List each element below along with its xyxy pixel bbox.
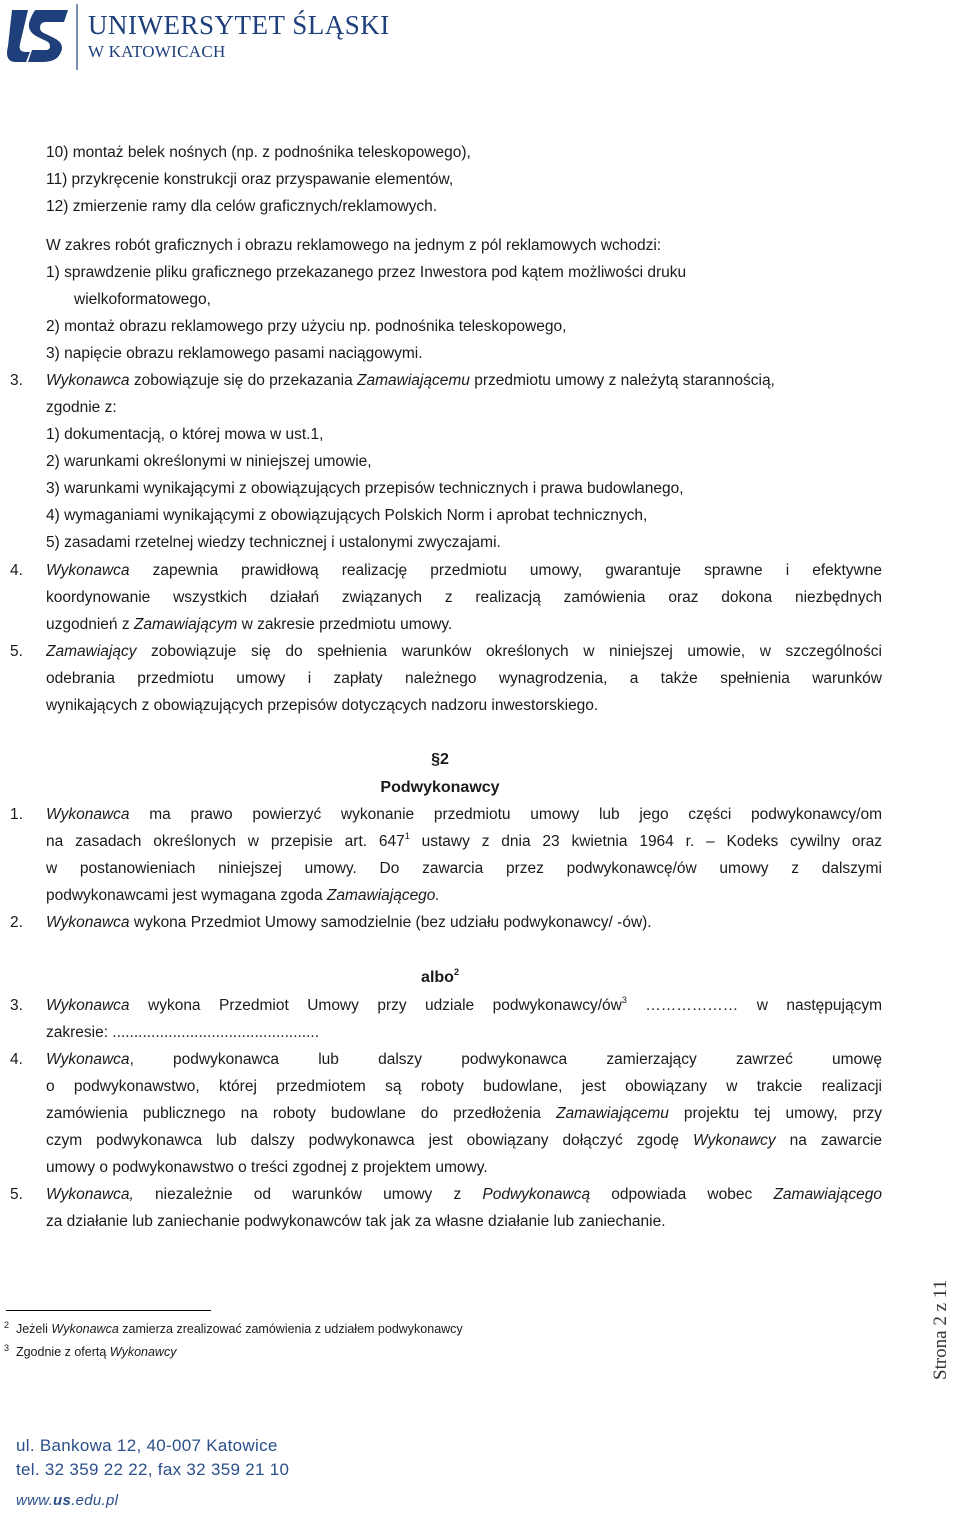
list-item: 3) napięcie obrazu reklamowego pasami naciągowymi. [46,345,423,362]
university-city: W KATOWICACH [88,42,226,61]
footer-address: ul. Bankowa 12, 40-007 Katowice [16,1436,278,1455]
us-logo-mark-icon [6,6,70,64]
superscript: 1 [404,831,410,841]
paragraph [46,557,882,584]
superscript: 2 [453,967,459,977]
paragraph [46,801,882,828]
paragraph-number: 2. [10,914,23,931]
paragraph: wynikających z obowiązujących przepisów dotyczących nadzoru inwestorskiego. [46,697,599,714]
albo-heading [0,964,880,991]
paragraph [46,1127,882,1154]
text: na zawarcie [775,1132,882,1149]
list-item: 3) warunkami wynikającymi z obowiązujących przepisów technicznych i prawa budowlanego, [46,480,684,497]
text: niezależnie od warunków umowy z [133,1186,483,1203]
paragraph [46,1100,882,1127]
list-item: 1) sprawdzenie pliku graficznego przekazanego przez Inwestora pod kątem możliwości druku [46,264,687,281]
text: zobowiązuje się do przekazania [129,372,358,389]
text: albo [421,969,454,986]
term: Zamawiający [46,643,137,660]
paragraph [46,992,882,1019]
section-number: §2 [431,751,449,768]
list-item: 4) wymaganiami wynikającymi z obowiązujących Polskich Norm i aprobat technicznych, [46,507,648,524]
footer-phone: tel. 32 359 22 22, fax 32 359 21 10 [16,1460,290,1479]
paragraph [46,1046,882,1073]
paragraph-number: 5. [10,1186,23,1203]
footnote-mark: 3 [4,1343,10,1353]
section-title: Podwykonawcy [380,779,500,796]
text: w zakresie przedmiotu umowy. [237,616,453,633]
text: zapewnia prawidłową realizację przedmiotu umowy, gwarantuje sprawne i efektywne [129,562,882,579]
term: Wykonawcy [692,1132,776,1149]
paragraph: umowy o podwykonawstwo o treści zgodnej z projektem umowy. [46,1159,488,1176]
text: , podwykonawca lub dalszy podwykonawca zamierzający zawrzeć umowę [129,1051,882,1068]
list-item: 11) przykręcenie konstrukcji oraz przyspawanie elementów, [46,171,454,188]
text: us [53,1492,72,1509]
page-number: Strona 2 z 11 [930,1279,951,1380]
term: Wykonawcy [109,1345,177,1359]
paragraph: w postanowieniach niniejszej umowy. Do zawarcia przez podwykonawcę/ów umowy z dalszymi [46,860,882,877]
term: Zamawiającym [133,616,238,633]
paragraph-number: 1. [10,806,23,823]
text: przedmiotu umowy z należytą starannością, [469,372,775,389]
footnote [4,1343,176,1361]
text: www. [16,1492,54,1509]
text: odpowiada wobec [590,1186,774,1203]
paragraph-number: 4. [10,562,23,579]
text: wykona Przedmiot Umowy przy udziale podwykonawcy/ów [129,997,622,1014]
paragraph: odebrania przedmiotu umowy i zapłaty należnego wynagrodzenia, a także spełnienia warunków [46,670,882,687]
footnote-mark: 2 [4,1320,10,1330]
term: Wykonawca [46,806,130,823]
paragraph: zgodnie z: [46,399,117,416]
term: Podwykonawcą [482,1186,591,1203]
term: Zamawiającemu [556,1105,669,1122]
term: Wykonawca, [46,1186,134,1203]
term: Wykonawca [46,1051,130,1068]
text: projektu tej umowy, przy [668,1105,882,1122]
term: Wykonawca [46,562,130,579]
list-item: 2) montaż obrazu reklamowego przy użyciu np. podnośnika teleskopowego, [46,318,567,335]
footnote [4,1320,463,1338]
paragraph [46,611,452,638]
term: Zamawiającego. [326,887,440,904]
paragraph [46,828,882,855]
text: zamierza zrealizować zamówienia z udziałem podwykonawcy [118,1322,463,1336]
text: wykona Przedmiot Umowy samodzielnie (bez udziału podwykonawcy/ -ów). [129,914,652,931]
paragraph: o podwykonawstwo, której przedmiotem są roboty budowlane, jest obowiązany w trakcie realizacji [46,1078,882,1095]
superscript: 3 [621,995,627,1005]
list-item: 1) dokumentacją, o której mowa w ust.1, [46,426,324,443]
paragraph: zakresie: ................................................ [46,1024,320,1041]
text: podwykonawcami jest wymagana zgoda [46,887,327,904]
text: ustawy z dnia 23 kwietnia 1964 r. – Kodeks cywilny oraz [409,833,882,850]
paragraph: koordynowanie wszystkich działań związanych z realizacją zamówienia oraz dokona niezbędnych [46,589,882,606]
footnote-divider [6,1310,211,1311]
text: ……………… w następującym [626,997,882,1014]
list-item: 10) montaż belek nośnych (np. z podnośnika teleskopowego), [46,144,471,161]
paragraph [46,882,440,909]
text: na zasadach określonych w przepisie art. 647 [46,833,405,850]
term: Wykonawca [46,997,130,1014]
text: czym podwykonawca lub dalszy podwykonawca jest obowiązany dołączyć zgodę [46,1132,693,1149]
list-item: 12) zmierzenie ramy dla celów graficznych/reklamowych. [46,198,438,215]
list-item: wielkoformatowego, [74,291,211,308]
paragraph: za działanie lub zaniechanie podwykonawców tak jak za własne działanie lub zaniechanie. [46,1213,666,1230]
logo-divider [76,4,78,70]
university-name: UNIWERSYTET ŚLĄSKI [88,10,390,40]
list-item: 2) warunkami określonymi w niniejszej umowie, [46,453,372,470]
paragraph [46,1181,882,1208]
text: zamówienia publicznego na roboty budowlane do przedłożenia [46,1105,557,1122]
paragraph-number: 3. [10,997,23,1014]
paragraph-number: 3. [10,372,23,389]
paragraph [46,909,652,936]
paragraph [46,638,882,665]
text: uzgodnień z [46,616,134,633]
text: ma prawo powierzyć wykonanie przedmiotu umowy lub jego części podwykonawcy/om [129,806,882,823]
paragraph-number: 5. [10,643,23,660]
list-item: 5) zasadami rzetelnej wiedzy technicznej i ustalonymi zwyczajami. [46,534,501,551]
text: zobowiązuje się do spełnienia warunków określonych w niniejszej umowie, w szczególności [136,643,882,660]
term: Wykonawca [46,372,130,389]
footer-website-link[interactable] [16,1492,118,1509]
paragraph-number: 4. [10,1051,23,1068]
text: .edu.pl [71,1492,119,1509]
term: Zamawiającemu [357,372,470,389]
term: Wykonawca [46,914,130,931]
university-logo [6,4,390,70]
paragraph [46,367,775,394]
text: Zgodnie z ofertą [15,1345,110,1359]
term: Wykonawca [51,1322,119,1336]
text: Jeżeli [15,1322,52,1336]
term: Zamawiającego [773,1186,882,1203]
paragraph: W zakres robót graficznych i obrazu reklamowego na jednym z pól reklamowych wchodzi: [46,237,662,254]
